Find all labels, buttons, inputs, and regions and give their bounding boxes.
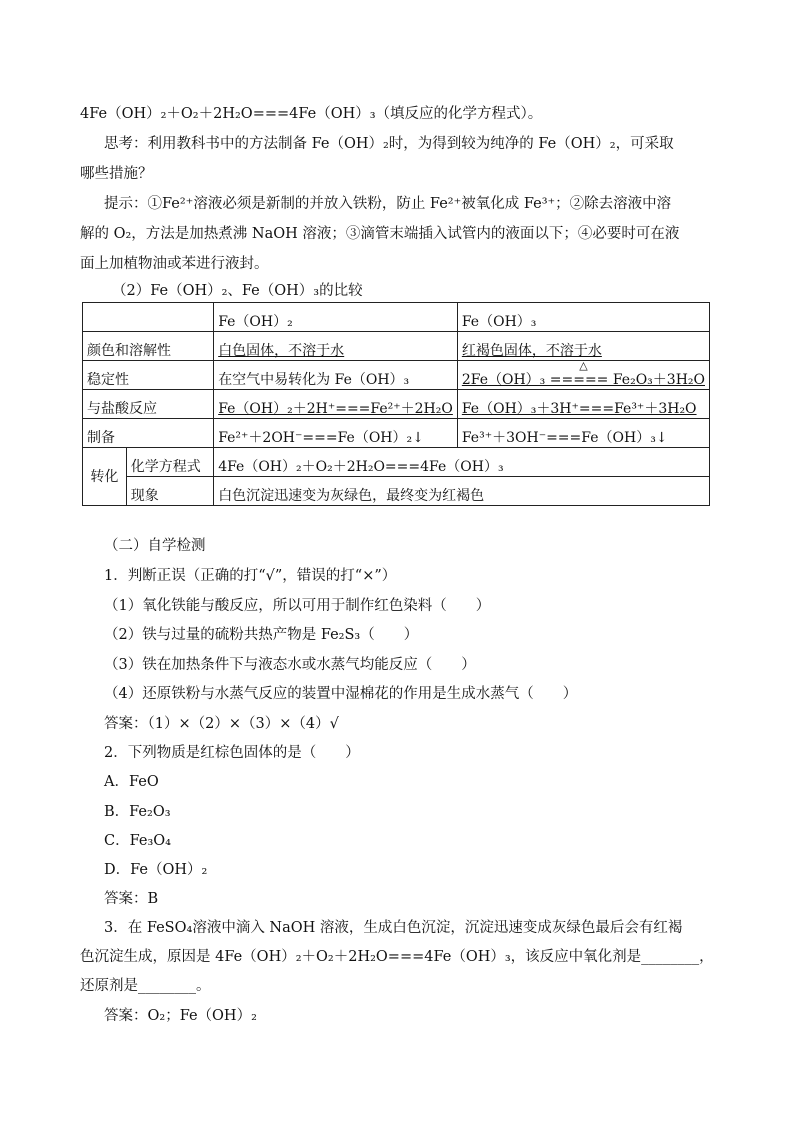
table-row: [83, 448, 710, 477]
table-row: [83, 477, 710, 506]
q2-option-c: C．Fe₃O₄: [104, 833, 171, 849]
table-row: [83, 390, 710, 419]
cell-text: Fe（OH）₃＋3H⁺===Fe³⁺＋3H₂O: [461, 401, 697, 417]
hint-line-3: 面上加植物油或苯进行液封。: [80, 256, 269, 272]
cell-value: [214, 361, 458, 390]
q3-answer: 答案：O₂；Fe（OH）₂: [104, 1008, 257, 1024]
cell-value: [214, 332, 458, 361]
cell-text: Fe²⁺＋2OH⁻===Fe（OH）₂↓: [218, 430, 424, 446]
table-row: [83, 361, 710, 390]
row-label: 颜色和溶解性: [83, 332, 214, 361]
cell-value: [214, 477, 710, 506]
q2-option-a: A．FeO: [104, 774, 159, 790]
header-cell-empty: [83, 303, 214, 332]
row-label: 与盐酸反应: [83, 390, 214, 419]
cell-text: 2Fe（OH）₃ ===== Fe₂O₃＋3H₂O: [461, 372, 705, 388]
heat-triangle-mark: △: [579, 359, 588, 372]
think-line-1: 思考：利用教科书中的方法制备 Fe（OH）₂时，为得到较为纯净的 Fe（OH）₂，可采取: [104, 136, 674, 152]
cell-value: [457, 419, 709, 448]
cell-value: [214, 448, 710, 477]
row-label: 稳定性: [83, 361, 214, 390]
header-cell-feoh3: Fe（OH）₃: [457, 303, 709, 332]
comparison-table: [82, 302, 710, 506]
think-line-2: 哪些措施？: [80, 166, 153, 182]
cell-text: 白色沉淀迅速变为灰绿色，最终变为红褐色: [218, 488, 485, 504]
q1-title: 1．判断正误（正确的打“√”，错误的打“×”）: [104, 568, 397, 584]
q2-answer: 答案：B: [104, 891, 159, 907]
cell-value: [214, 419, 458, 448]
header-cell-feoh2: Fe（OH）₂: [214, 303, 458, 332]
row-sublabel: 化学方程式: [126, 448, 213, 477]
cell-value: [214, 390, 458, 419]
row-sublabel: 现象: [126, 477, 213, 506]
cell-text: 4Fe（OH）₂＋O₂＋2H₂O===4Fe（OH）₃: [218, 459, 504, 475]
q1-item-1: （1）氧化铁能与酸反应，所以可用于制作红色染料（ ）: [104, 598, 491, 614]
q3-line-3: 还原剂是________。: [80, 978, 211, 994]
selfcheck-heading: （二）自学检测: [104, 538, 206, 554]
cell-text: 在空气中易转化为 Fe（OH）₃: [218, 372, 410, 388]
cell-value: [457, 390, 709, 419]
compare-heading: （2）Fe（OH）₂、Fe（OH）₃的比较: [112, 283, 363, 299]
q2-option-d: D．Fe（OH）₂: [104, 862, 208, 878]
cell-text: 红褐色固体，不溶于水: [461, 343, 602, 359]
table-header-row: [83, 303, 710, 332]
hint-line-1: 提示：①Fe²⁺溶液必须是新制的并放入铁粉，防止 Fe²⁺被氧化成 Fe³⁺；②除去溶液中溶: [104, 196, 672, 212]
q1-item-3: （3）铁在加热条件下与液态水或水蒸气均能反应（ ）: [104, 657, 476, 673]
cell-value: [457, 332, 709, 361]
q1-answer: 答案：（1）×（2）×（3）×（4）√: [104, 716, 339, 732]
q3-line-2: 色沉淀生成，原因是 4Fe（OH）₂＋O₂＋2H₂O===4Fe（OH）₃，该反应中氧化剂是________，: [80, 949, 714, 965]
cell-text: 白色固体，不溶于水: [218, 343, 345, 359]
q1-item-4: （4）还原铁粉与水蒸气反应的装置中湿棉花的作用是生成水蒸气（ ）: [104, 686, 578, 702]
q1-item-2: （2）铁与过量的硫粉共热产物是 Fe₂S₃（ ）: [104, 627, 419, 643]
hint-line-2: 解的 O₂，方法是加热煮沸 NaOH 溶液；③滴管末端插入试管内的液面以下；④必要时可在液: [80, 226, 680, 242]
cell-text: Fe³⁺＋3OH⁻===Fe（OH）₃↓: [461, 430, 668, 446]
table-row: [83, 419, 710, 448]
cell-text: Fe（OH）₂＋2H⁺===Fe²⁺＋2H₂O: [218, 401, 453, 417]
row-label: 制备: [83, 419, 214, 448]
q3-line-1: 3．在 FeSO₄溶液中滴入 NaOH 溶液，生成白色沉淀，沉淀迅速变成灰绿色最后会有红褐: [104, 920, 683, 936]
reaction-line: 4Fe（OH）₂＋O₂＋2H₂O===4Fe（OH）₃（填反应的化学方程式）。: [80, 106, 543, 122]
q2-option-b: B．Fe₂O₃: [104, 804, 171, 820]
q2-title: 2．下列物质是红棕色固体的是（ ）: [104, 745, 360, 761]
table-row: [83, 332, 710, 361]
cell-value: [457, 361, 709, 390]
conversion-label: 转化: [83, 448, 127, 506]
